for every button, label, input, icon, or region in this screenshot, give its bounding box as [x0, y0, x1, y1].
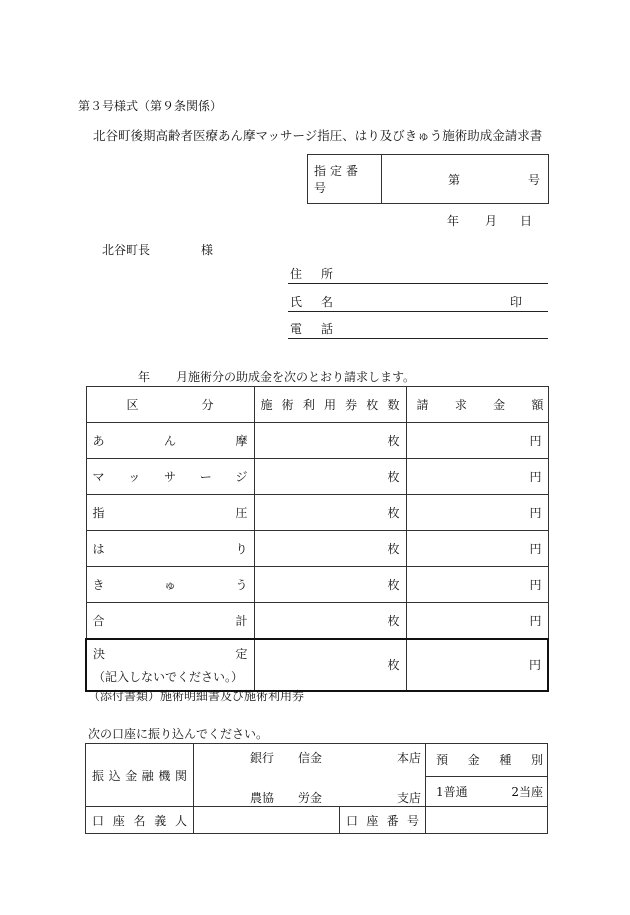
- amount-cell[interactable]: 円: [406, 531, 548, 567]
- deposit-type-field[interactable]: [426, 776, 548, 806]
- deposit-option-futsu[interactable]: 1普通: [436, 784, 468, 799]
- row-label-shiatsu: 指 圧: [92, 506, 248, 520]
- row-label-anma: あ ん 摩: [92, 434, 248, 448]
- subsidy-table: [85, 386, 549, 692]
- decision-note: （記入しないでください。）: [93, 669, 244, 684]
- table-row: [86, 603, 548, 639]
- request-year: 年: [138, 370, 151, 384]
- designation-dai: 第: [448, 172, 461, 187]
- account-holder-field[interactable]: [194, 807, 340, 834]
- phone-label-2: 話: [321, 322, 334, 336]
- attachment-note: （添付書類）施術明細書及び施術利用券: [88, 689, 305, 703]
- bank-type-ginko: 銀行: [250, 751, 275, 765]
- row-label-decision: 決 定: [93, 646, 248, 661]
- institution-field[interactable]: [194, 744, 426, 807]
- ticket-count-cell[interactable]: 枚: [254, 603, 406, 639]
- decision-amount-cell: 円: [406, 639, 548, 691]
- account-holder-label: 口 座 名 義 人: [92, 813, 187, 828]
- amount-cell[interactable]: 円: [406, 603, 548, 639]
- decision-count-cell: 枚: [254, 639, 406, 691]
- seal-mark: 印: [510, 295, 523, 309]
- ticket-count-cell[interactable]: 枚: [254, 531, 406, 567]
- amount-cell[interactable]: 円: [406, 567, 548, 603]
- form-title: 北谷町後期高齢者医療あん摩マッサージ指圧、はり及びきゅう施術助成金請求書: [93, 128, 543, 143]
- account-number-field[interactable]: [426, 807, 548, 834]
- phone-line[interactable]: [288, 338, 548, 339]
- header-category: 区 分: [126, 398, 214, 412]
- branch-shiten: 支店: [396, 791, 421, 805]
- bank-table: [85, 743, 548, 834]
- name-label-2: 名: [321, 295, 334, 309]
- row-label-total: 合 計: [92, 613, 248, 628]
- table-row: [86, 567, 548, 603]
- date-month[interactable]: 月: [485, 214, 498, 228]
- decision-row: [86, 639, 548, 691]
- designation-field[interactable]: [382, 155, 549, 204]
- addressee-sama: 様: [201, 243, 214, 257]
- bank-type-rokin: 労金: [298, 791, 323, 805]
- request-text: 月施術分の助成金を次のとおり請求します。: [176, 370, 416, 384]
- row-label-hari: は り: [92, 542, 248, 556]
- deposit-type-label: 預 金 種 別: [436, 753, 543, 768]
- ticket-count-cell[interactable]: 枚: [254, 495, 406, 531]
- addressee-name: 北谷町長: [102, 243, 151, 257]
- branch-honten: 本店: [396, 751, 421, 765]
- date-year[interactable]: 年: [447, 214, 460, 228]
- name-line[interactable]: [288, 311, 548, 312]
- ticket-count-cell[interactable]: 枚: [254, 459, 406, 495]
- amount-cell[interactable]: 円: [406, 423, 548, 459]
- designation-go: 号: [527, 172, 540, 187]
- table-row: [86, 459, 548, 495]
- table-row: [86, 495, 548, 531]
- ticket-count-cell[interactable]: 枚: [254, 423, 406, 459]
- phone-label-1: 電: [290, 322, 303, 336]
- header-amount: 請 求 金 額: [416, 398, 544, 412]
- table-header-row: [86, 387, 548, 423]
- form-number: 第３号様式（第９条関係）: [78, 99, 223, 113]
- address-label-1: 住: [290, 267, 303, 281]
- bank-type-nokyo: 農協: [250, 791, 275, 805]
- header-tickets: 施 術 利 用 券 枚 数: [260, 398, 400, 412]
- address-label-2: 所: [321, 267, 334, 281]
- transfer-instruction: 次の口座に振り込んでください。: [88, 727, 269, 741]
- institution-label: 振 込 金 融 機 関: [92, 768, 187, 783]
- name-label-1: 氏: [290, 295, 303, 309]
- amount-cell[interactable]: 円: [406, 459, 548, 495]
- account-number-label: 口 座 番 号: [346, 813, 419, 828]
- date-day[interactable]: 日: [520, 214, 533, 228]
- address-line[interactable]: [288, 283, 548, 284]
- ticket-count-cell[interactable]: 枚: [254, 567, 406, 603]
- bank-type-shinkin: 信金: [298, 751, 323, 765]
- row-label-kyu: き ゅ う: [92, 578, 248, 592]
- table-row: [86, 423, 548, 459]
- table-row: [86, 531, 548, 567]
- row-label-massage: マ ッ サ ー ジ: [92, 470, 248, 484]
- deposit-option-toza[interactable]: 2当座: [511, 784, 543, 799]
- designation-box: [307, 154, 549, 204]
- designation-label: 指定番号: [314, 164, 363, 195]
- amount-cell[interactable]: 円: [406, 495, 548, 531]
